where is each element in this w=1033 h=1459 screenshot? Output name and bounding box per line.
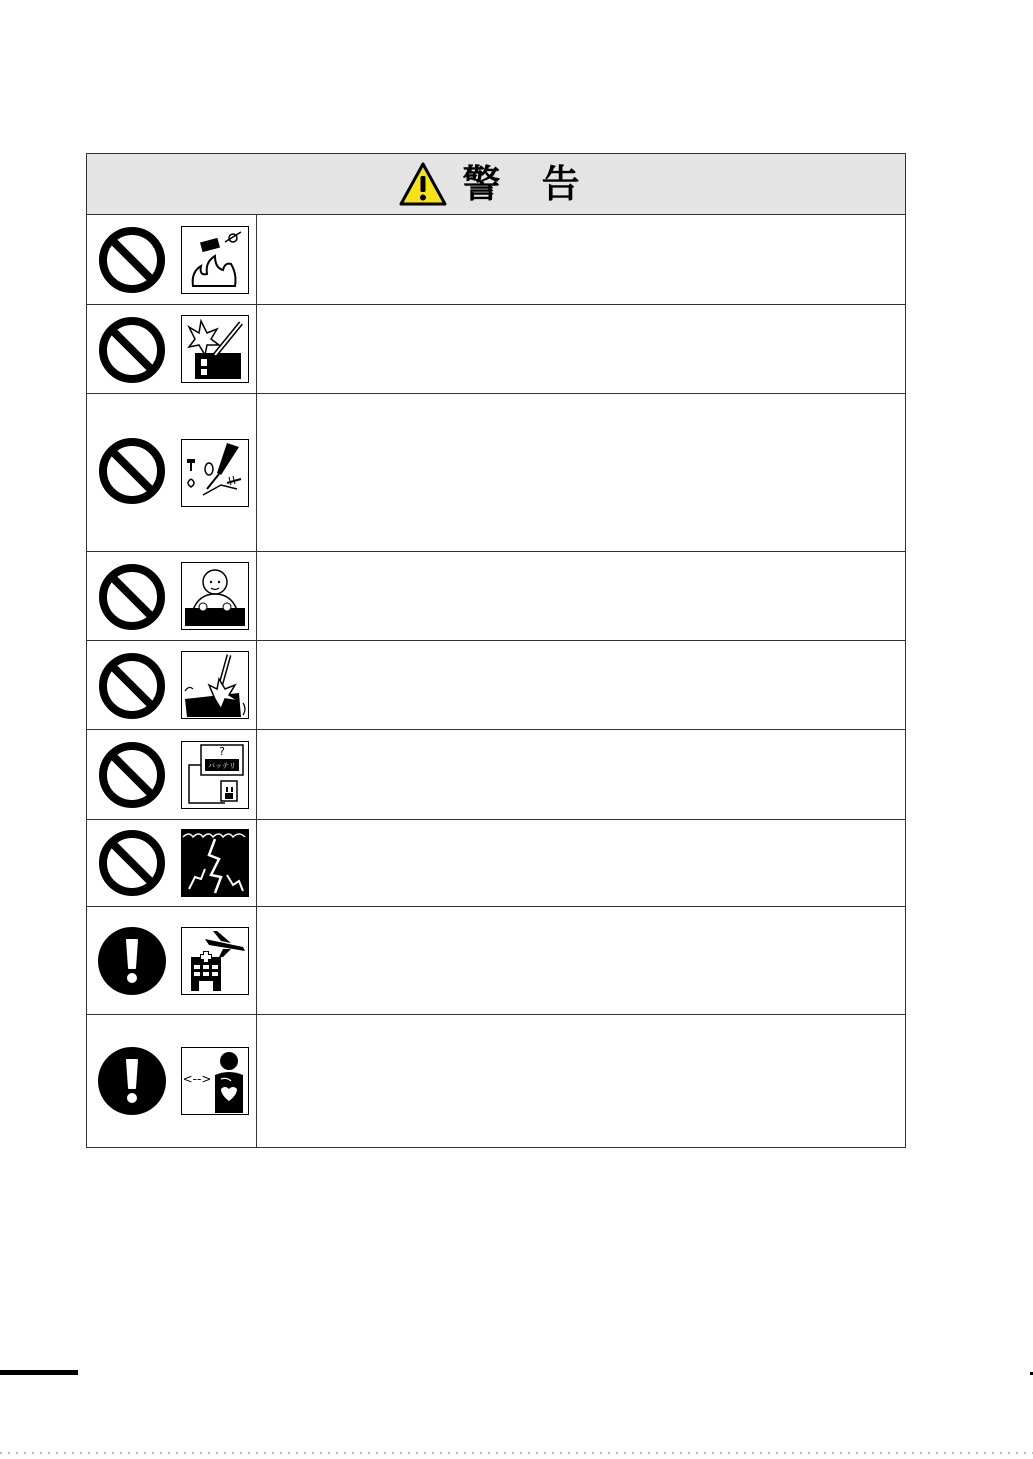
icon-cell — [87, 730, 257, 819]
mandatory-icon — [97, 1046, 167, 1116]
battery-fire-icon — [181, 226, 249, 294]
prohibition-icon — [97, 315, 167, 385]
warning-text — [257, 305, 905, 393]
warning-row-2 — [87, 305, 905, 394]
icon-cell — [87, 641, 257, 729]
warning-text — [257, 730, 905, 819]
pacemaker-distance-icon — [181, 1047, 249, 1115]
icon-cell — [87, 305, 257, 393]
mandatory-icon — [97, 926, 167, 996]
warning-text — [257, 1015, 905, 1147]
child-reach-icon — [181, 562, 249, 630]
prohibition-icon — [97, 651, 167, 721]
svg-text:<-->: <--> — [182, 1072, 212, 1086]
footer-rule — [0, 1370, 78, 1375]
warning-triangle-icon — [398, 161, 448, 207]
warning-row-7 — [87, 820, 905, 907]
warning-text — [257, 394, 905, 551]
warning-title: 警 告 — [462, 162, 594, 206]
warning-table — [86, 153, 906, 1148]
warning-text — [257, 215, 905, 304]
prohibition-icon — [97, 436, 167, 506]
warning-text — [257, 641, 905, 729]
svg-text:?: ? — [219, 745, 225, 758]
icon-cell — [87, 394, 257, 551]
icon-cell — [87, 1015, 257, 1147]
warning-text — [257, 907, 905, 1014]
warning-row-6 — [87, 730, 905, 820]
icon-cell — [87, 552, 257, 640]
warning-row-9 — [87, 1015, 905, 1147]
warning-row-1 — [87, 215, 905, 305]
warning-header — [87, 154, 905, 215]
battery-charger-icon — [181, 741, 249, 809]
icon-cell — [87, 907, 257, 1014]
icon-cell — [87, 215, 257, 304]
battery-label: バッテリ — [208, 762, 236, 770]
prohibition-icon — [97, 562, 167, 632]
warning-text — [257, 820, 905, 906]
pierce-explosion-icon — [181, 315, 249, 383]
prohibition-icon — [97, 828, 167, 898]
prohibition-icon — [97, 225, 167, 295]
lightning-icon — [181, 829, 249, 897]
prohibition-icon — [97, 740, 167, 810]
warning-row-3 — [87, 394, 905, 552]
disassembly-icon — [181, 439, 249, 507]
impact-icon — [181, 651, 249, 719]
icon-cell — [87, 820, 257, 906]
warning-row-8 — [87, 907, 905, 1015]
warning-text — [257, 552, 905, 640]
warning-row-4 — [87, 552, 905, 641]
page-bottom-dots — [0, 1452, 1033, 1454]
warning-row-5 — [87, 641, 905, 730]
airplane-hospital-icon — [181, 927, 249, 995]
